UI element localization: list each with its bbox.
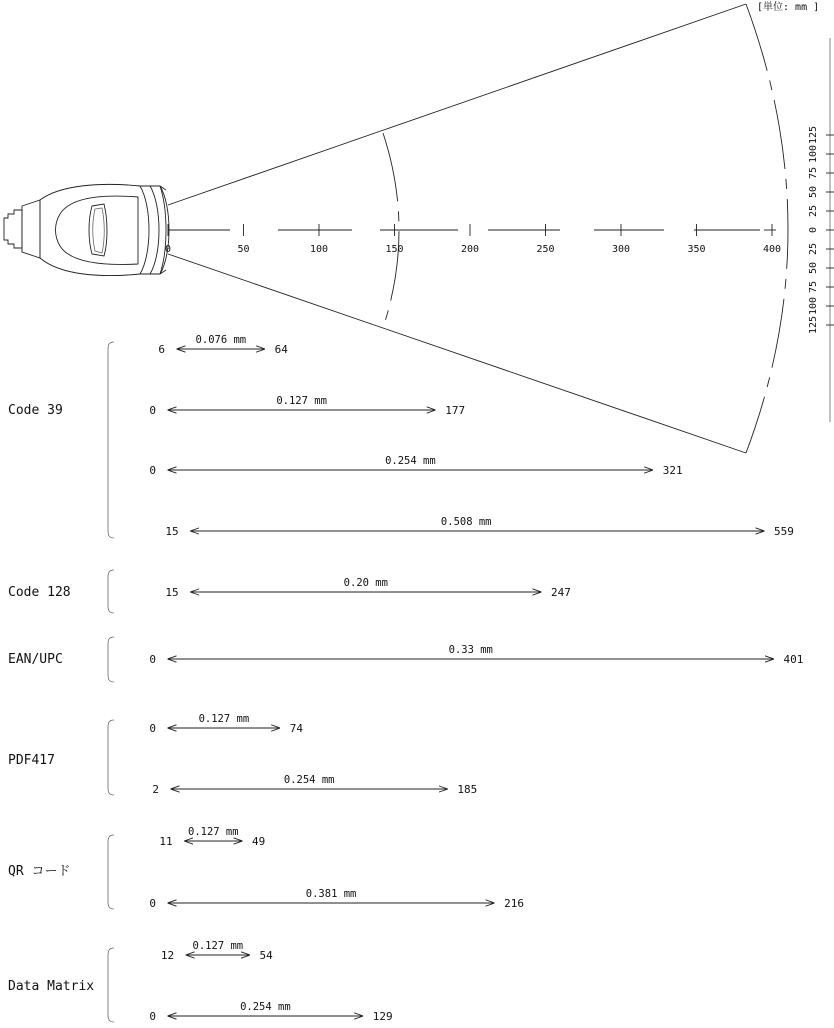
y-tick-label: 100 — [808, 144, 819, 164]
range-row — [161, 940, 273, 962]
y-tick-label: 50 — [808, 185, 819, 199]
range-row — [152, 774, 477, 796]
resolution-label: 0.254 mm — [385, 455, 436, 467]
far-distance: 49 — [251, 835, 266, 848]
group-bracket — [108, 948, 114, 1022]
resolution-label: 0.127 mm — [192, 940, 244, 952]
far-distance: 54 — [259, 949, 273, 962]
near-distance: 0 — [149, 897, 156, 910]
group-bracket — [108, 720, 114, 795]
far-distance: 401 — [783, 653, 804, 666]
near-distance: 6 — [158, 343, 166, 356]
x-tick-label: 200 — [460, 244, 480, 255]
scanner-illustration — [4, 184, 172, 275]
symbology-name: QR コード — [8, 864, 71, 879]
x-tick-label: 350 — [687, 244, 706, 255]
near-distance: 0 — [149, 653, 156, 666]
group-bracket — [108, 835, 114, 909]
symbology-group — [8, 334, 834, 538]
x-tick-label: 400 — [762, 244, 782, 255]
range-row — [149, 888, 524, 910]
y-tick-label: 25 — [808, 204, 819, 218]
symbology-name: Code 39 — [8, 403, 63, 418]
far-distance: 321 — [662, 464, 683, 477]
near-distance: 2 — [152, 783, 160, 796]
resolution-label: 0.127 mm — [276, 395, 327, 407]
far-distance: 216 — [504, 897, 525, 910]
resolution-label: 0.508 mm — [440, 516, 492, 528]
y-tick-label: 125 — [808, 315, 819, 335]
resolution-label: 0.127 mm — [188, 826, 239, 838]
y-tick-label: 0 — [808, 226, 819, 234]
range-row — [149, 1001, 392, 1023]
y-tick-label: 25 — [808, 242, 819, 256]
group-bracket — [108, 637, 114, 682]
far-distance: 247 — [550, 586, 571, 599]
range-row — [149, 455, 682, 477]
x-tick-label: 150 — [385, 244, 404, 255]
group-bracket — [108, 570, 114, 613]
y-tick-label: 75 — [808, 280, 819, 294]
group-bracket — [108, 342, 114, 538]
symbology-name: Data Matrix — [8, 979, 95, 994]
symbology-group — [8, 940, 393, 1023]
symbology-groups — [8, 334, 834, 1023]
scan-field — [168, 4, 788, 453]
range-row — [149, 713, 303, 735]
range-row — [165, 516, 834, 538]
far-distance: 64 — [274, 343, 288, 356]
resolution-label: 0.20 mm — [343, 577, 388, 589]
range-row — [149, 395, 465, 417]
resolution-label: 0.254 mm — [283, 774, 335, 786]
width-axis — [808, 38, 834, 422]
range-row — [149, 644, 803, 666]
resolution-label: 0.076 mm — [195, 334, 247, 346]
x-tick-label: 50 — [237, 244, 250, 255]
far-distance: 559 — [774, 525, 794, 538]
y-tick-label: 75 — [808, 166, 819, 180]
x-tick-label: 100 — [309, 244, 329, 255]
symbology-group — [8, 570, 571, 613]
near-distance: 11 — [159, 835, 173, 848]
near-distance: 0 — [149, 1010, 156, 1023]
range-row — [159, 826, 265, 848]
unit-label: [単位: mm ] — [757, 2, 820, 13]
symbology-group — [8, 713, 477, 796]
resolution-label: 0.33 mm — [448, 644, 493, 656]
y-tick-label: 50 — [808, 261, 819, 275]
near-distance: 0 — [149, 722, 156, 735]
range-row — [165, 577, 570, 599]
distance-axis — [165, 224, 781, 255]
x-tick-label: 0 — [164, 244, 172, 255]
near-distance: 0 — [149, 464, 156, 477]
far-distance: 177 — [445, 404, 466, 417]
near-distance: 15 — [165, 586, 179, 599]
far-distance: 185 — [457, 783, 478, 796]
near-distance: 15 — [165, 525, 179, 538]
x-tick-label: 300 — [611, 244, 631, 255]
symbology-name: PDF417 — [8, 753, 55, 768]
resolution-label: 0.127 mm — [198, 713, 250, 725]
far-distance: 74 — [289, 722, 303, 735]
far-distance: 129 — [372, 1010, 393, 1023]
resolution-label: 0.254 mm — [240, 1001, 291, 1013]
y-tick-label: 125 — [808, 125, 819, 145]
symbology-name: EAN/UPC — [8, 652, 63, 667]
y-tick-label: 100 — [808, 296, 819, 316]
symbology-group — [8, 826, 524, 910]
resolution-label: 0.381 mm — [305, 888, 357, 900]
near-distance: 0 — [149, 404, 156, 417]
range-row — [158, 334, 288, 356]
x-tick-label: 250 — [536, 244, 555, 255]
symbology-group — [8, 637, 803, 682]
near-distance: 12 — [160, 949, 175, 962]
symbology-name: Code 128 — [8, 585, 71, 600]
